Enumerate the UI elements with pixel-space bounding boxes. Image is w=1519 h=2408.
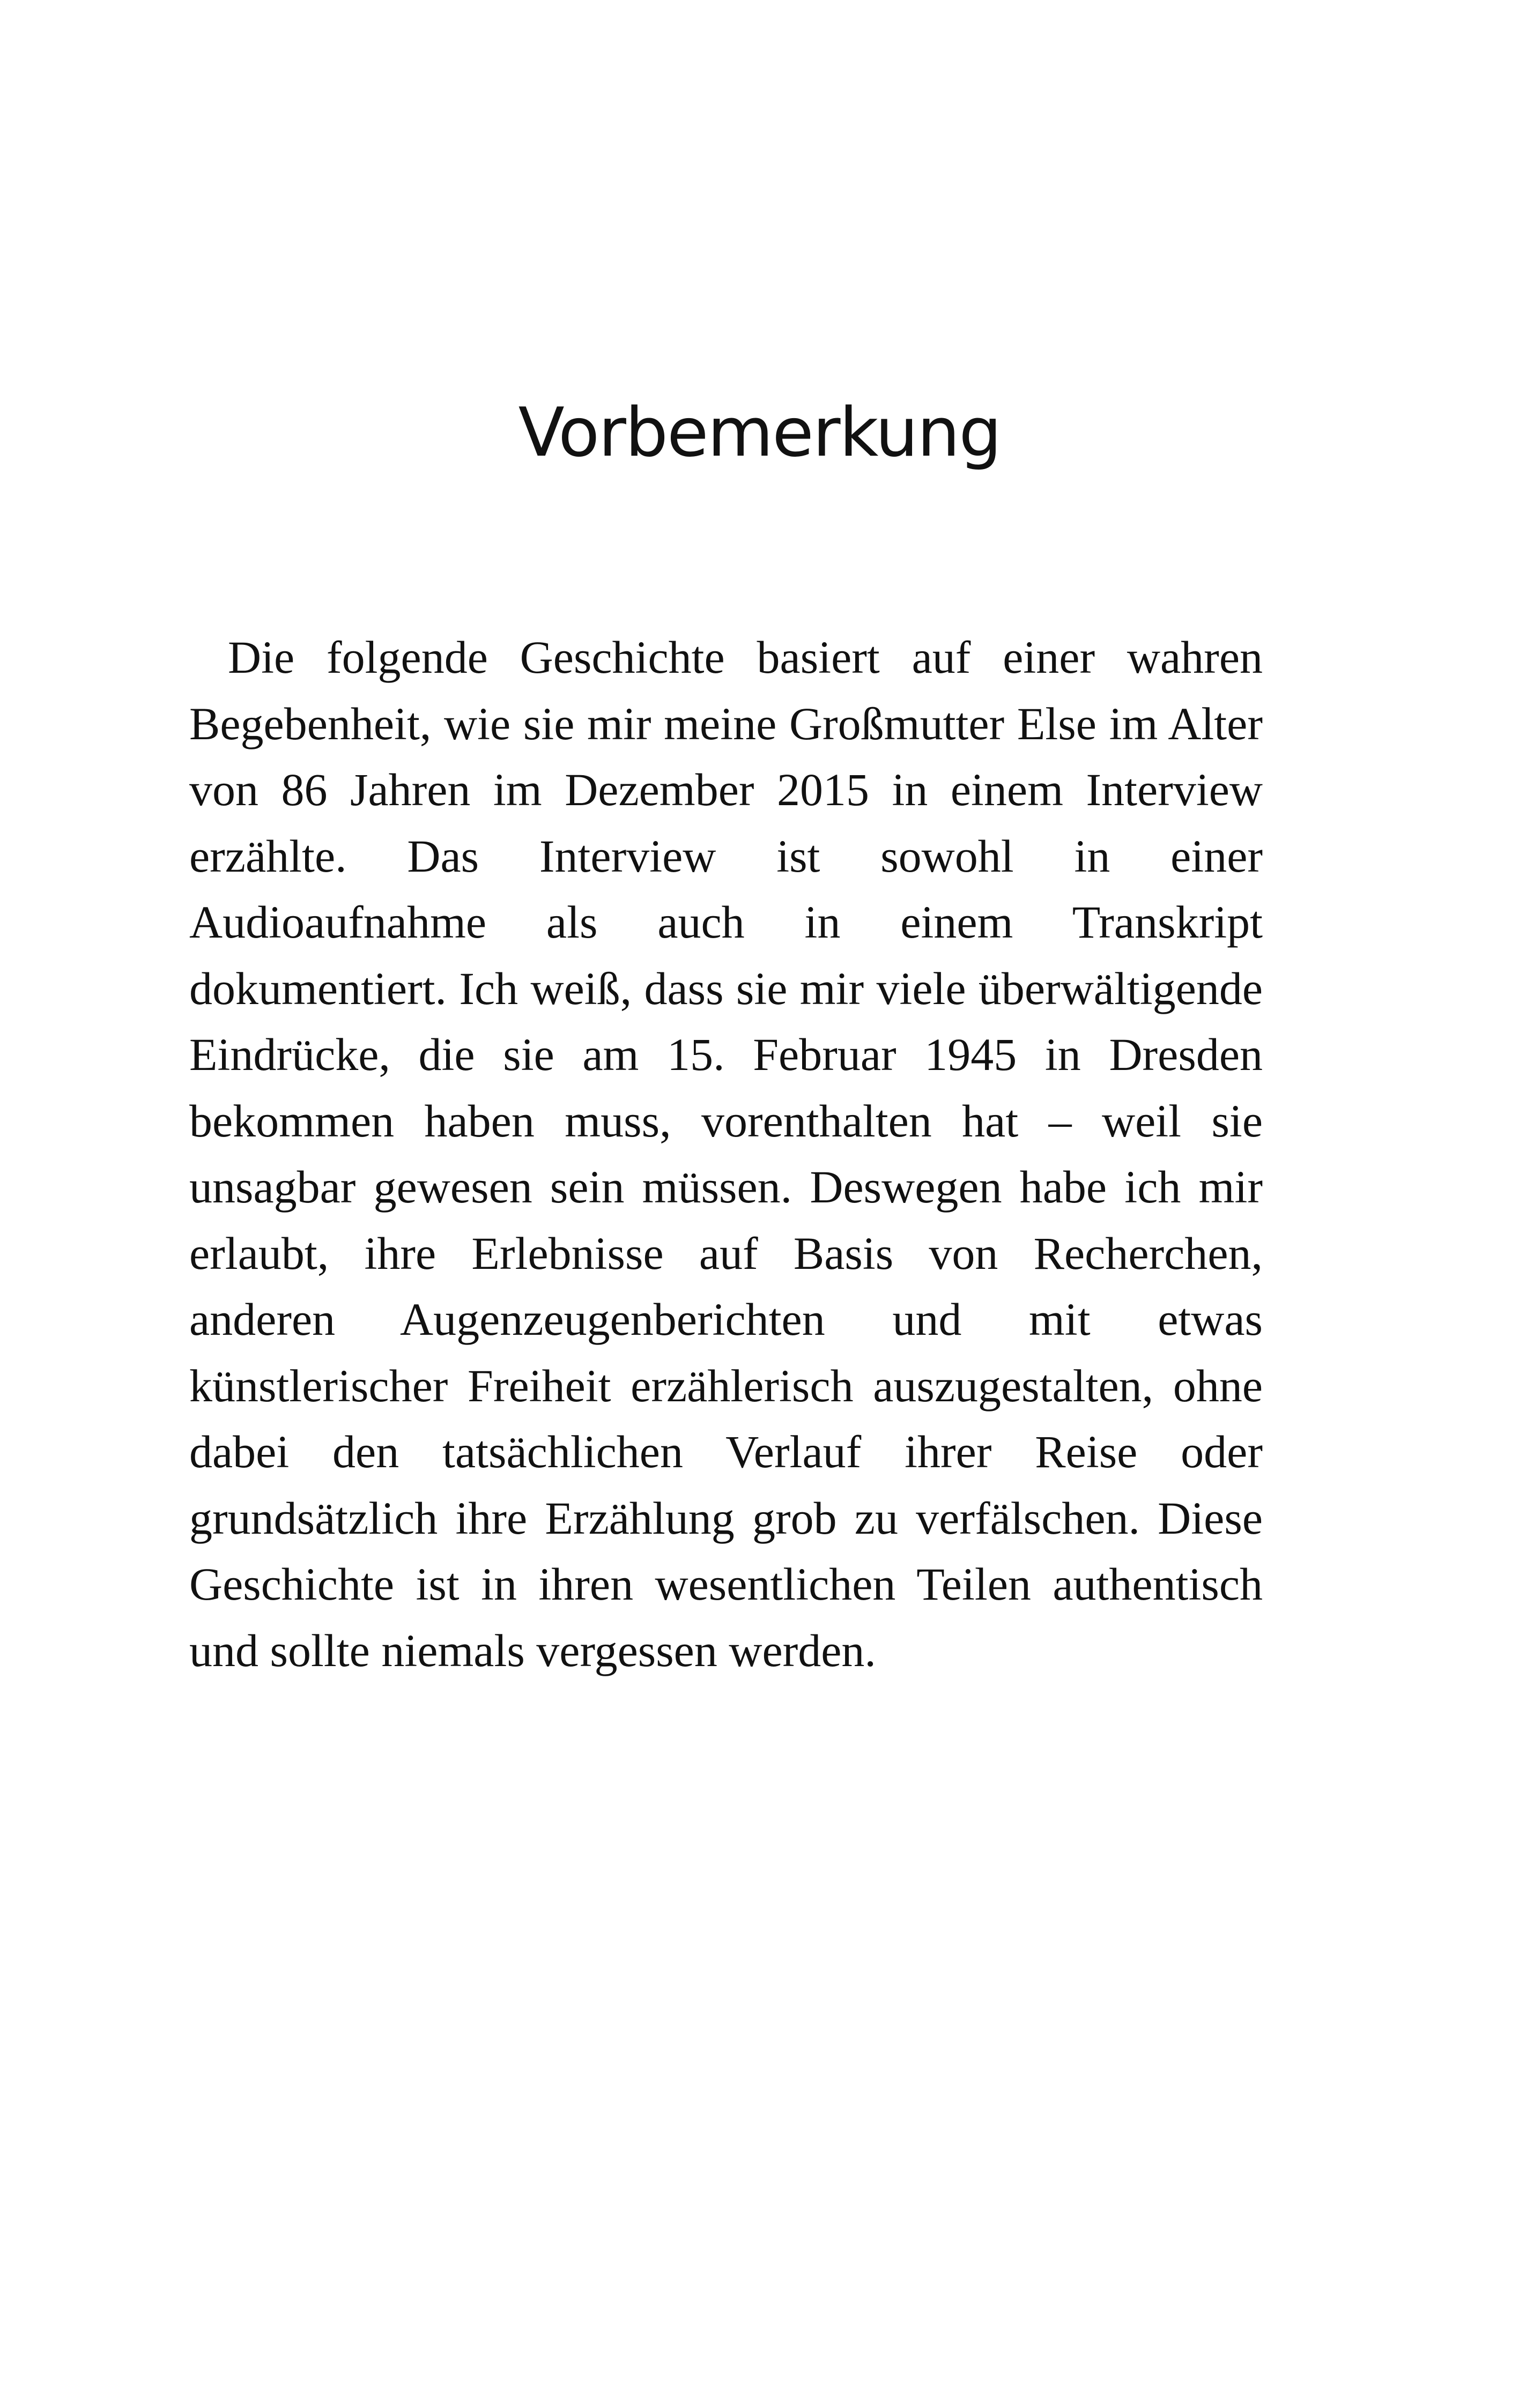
preface-paragraph: Die folgende Geschichte basiert auf einer wahren Begebenheit, wie sie mir meine Großmutter Else im Alter von 86 Jahren im Dezember 2015 in einem Interview erzählte. Das Interview ist sowohl in einer Audioaufnahme als auch in einem Transkript dokumentiert. Ich weiß, dass sie mir viele überwältigende Eindrücke, die sie am 15. Februar 1945 in Dresden bekommen haben muss, vorenthalten hat – weil sie unsagbar gewesen sein müssen. Deswegen habe ich mir erlaubt, ihre Erlebnisse auf Basis von Recherchen, anderen Augenzeugenberichten und mit etwas künstlerischer Freiheit erzählerisch auszugestalten, ohne dabei den tatsächlichen Verlauf ihrer Reise oder grundsätzlich ihre Erzählung grob zu verfälschen. Diese Geschichte ist in ihren wesentlichen Teilen authentisch und sollte niemals vergessen werden.: [189, 631, 1263, 1676]
chapter-title: Vorbemerkung: [518, 393, 1001, 472]
